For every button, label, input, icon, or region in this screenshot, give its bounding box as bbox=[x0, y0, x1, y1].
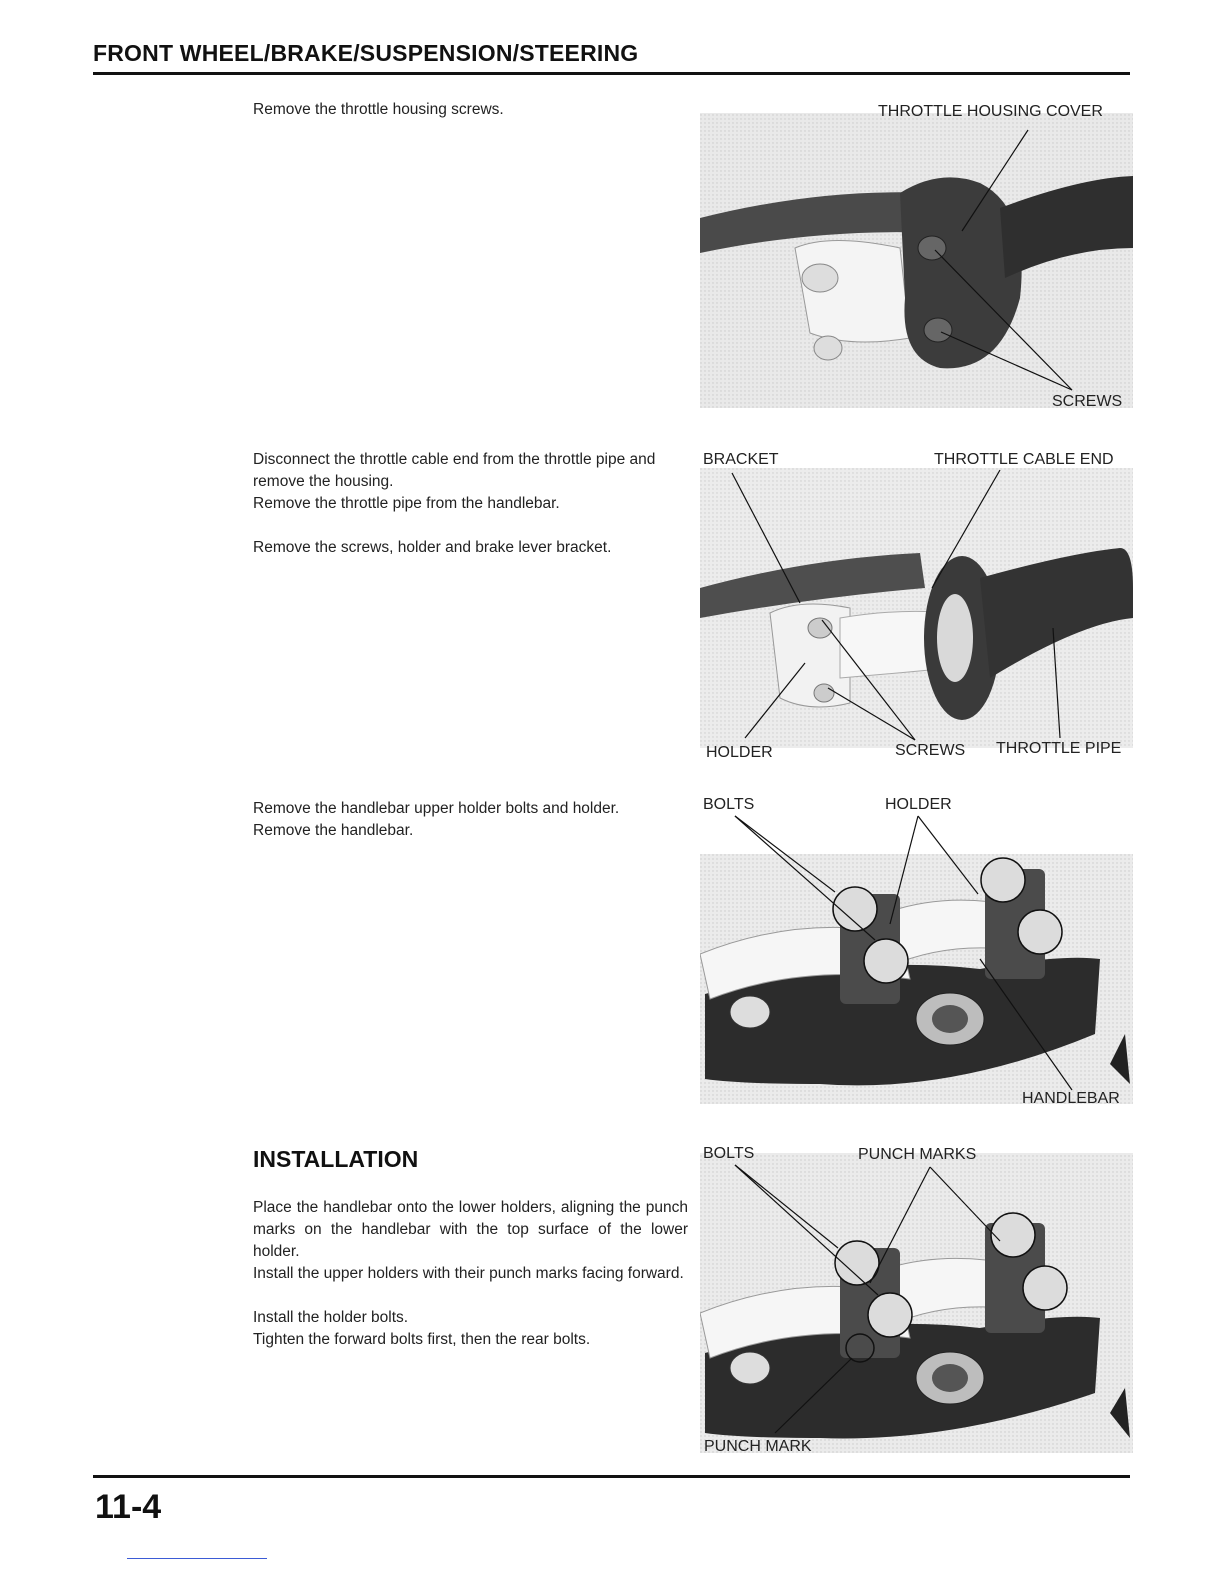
throttle-cable-photo bbox=[700, 448, 1133, 768]
label-holder-fig2: HOLDER bbox=[706, 744, 773, 761]
punch-marks-photo bbox=[700, 1143, 1133, 1461]
label-punch-mark: PUNCH MARK bbox=[704, 1438, 812, 1455]
label-handlebar: HANDLEBAR bbox=[1022, 1090, 1120, 1107]
step1-instruction: Remove the throttle housing screws. bbox=[253, 101, 504, 118]
label-punch-marks: PUNCH MARKS bbox=[858, 1146, 977, 1163]
figure-punch-marks bbox=[700, 1143, 1133, 1461]
label-throttle-cable-end: THROTTLE CABLE END bbox=[934, 451, 1114, 468]
figure-handlebar-holders bbox=[700, 794, 1133, 1114]
step2-instruction-3: Remove the screws, holder and brake lever bracket. bbox=[253, 539, 612, 556]
throttle-housing-photo bbox=[700, 98, 1133, 418]
installation-para-1: Place the handlebar onto the lower holders, aligning the punch marks on the handlebar with the top surface of the lower holder. bbox=[253, 1199, 688, 1260]
step2-instruction-2: Remove the throttle pipe from the handlebar. bbox=[253, 495, 560, 512]
label-throttle-housing-cover: THROTTLE HOUSING COVER bbox=[878, 103, 1103, 120]
installation-para-2: Install the upper holders with their punch marks facing forward. bbox=[253, 1265, 684, 1282]
link-underline bbox=[127, 1558, 267, 1559]
figure-throttle-housing bbox=[700, 98, 1133, 418]
label-bracket: BRACKET bbox=[703, 451, 779, 468]
step3-text-block bbox=[253, 798, 688, 842]
footer-divider bbox=[93, 1475, 1130, 1478]
figure-throttle-cable bbox=[700, 448, 1133, 768]
label-screws-fig2: SCREWS bbox=[895, 742, 966, 759]
label-screws-fig1: SCREWS bbox=[1052, 393, 1123, 410]
step3-instruction-1: Remove the handlebar upper holder bolts and holder. bbox=[253, 800, 620, 817]
installation-para-4: Tighten the forward bolts first, then the rear bolts. bbox=[253, 1331, 591, 1348]
header-divider bbox=[93, 72, 1130, 75]
label-holder-fig3: HOLDER bbox=[885, 796, 952, 813]
step3-instruction-2: Remove the handlebar. bbox=[253, 822, 414, 839]
label-throttle-pipe: THROTTLE PIPE bbox=[996, 740, 1122, 757]
installation-para-3: Install the holder bolts. bbox=[253, 1309, 409, 1326]
step2-instruction-1: Disconnect the throttle cable end from the throttle pipe and remove the housing. bbox=[253, 451, 656, 490]
installation-text-block bbox=[253, 1197, 688, 1351]
page-number: 11-4 bbox=[95, 1488, 162, 1526]
installation-heading: INSTALLATION bbox=[253, 1146, 419, 1172]
page-header-title: FRONT WHEEL/BRAKE/SUSPENSION/STEERING bbox=[93, 40, 639, 66]
label-bolts-fig3: BOLTS bbox=[703, 796, 755, 813]
label-bolts-fig4: BOLTS bbox=[703, 1145, 755, 1162]
handlebar-holders-photo bbox=[700, 794, 1133, 1114]
step2-text-block bbox=[253, 449, 688, 559]
step1-text-block bbox=[253, 99, 688, 121]
